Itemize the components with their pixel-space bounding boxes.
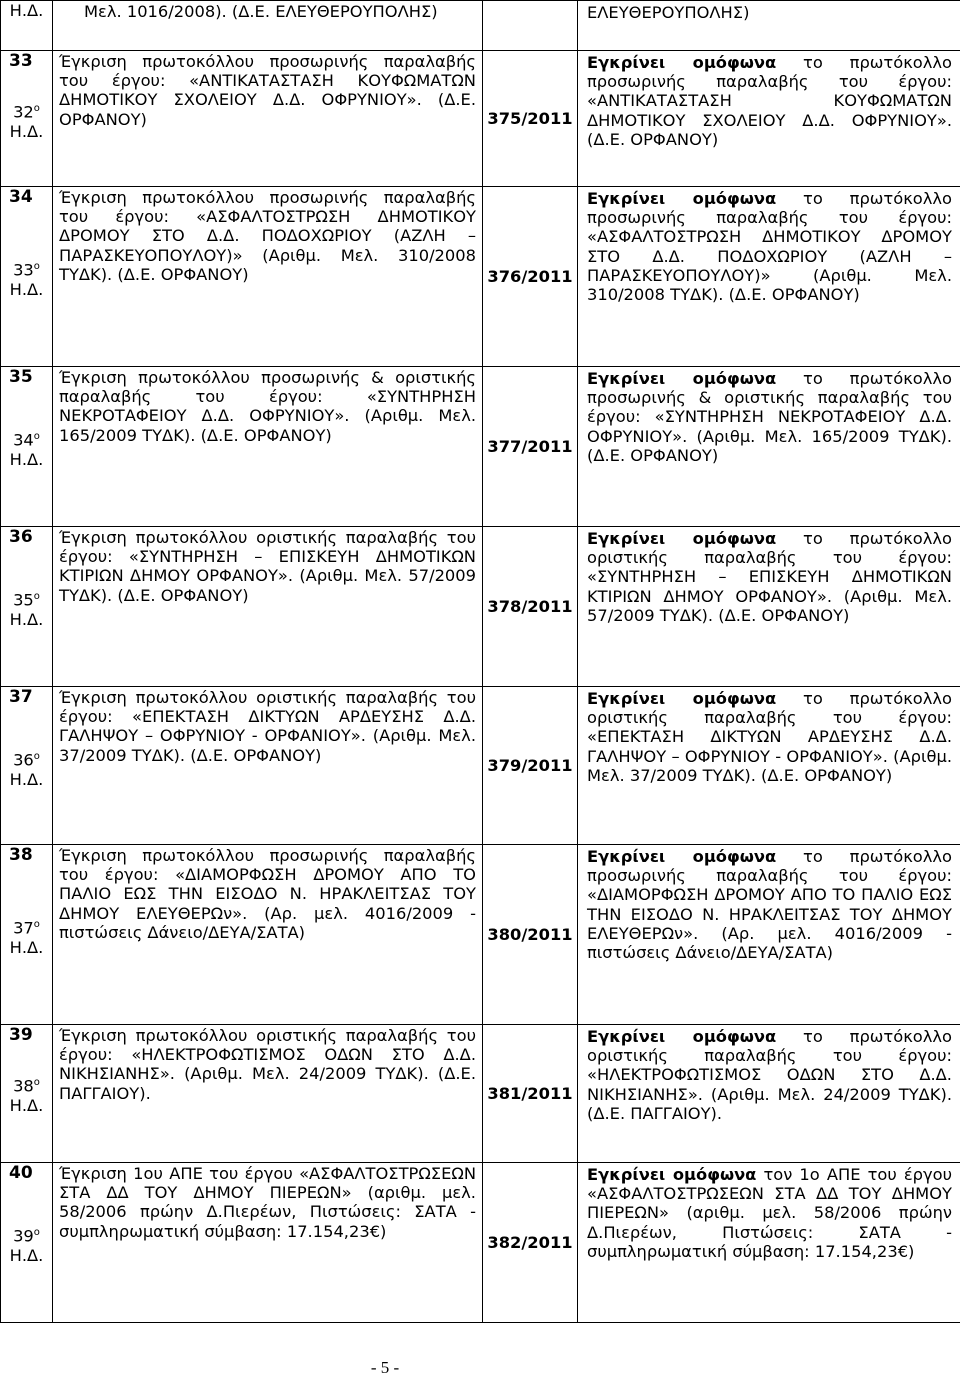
subject-cell xyxy=(53,1163,483,1323)
item-cell xyxy=(1,367,53,527)
result-verdict: Εγκρίνει ομόφωνα xyxy=(587,529,777,548)
item-number: 39 xyxy=(9,1025,33,1045)
subject-text: Έγκριση πρωτοκόλλου προσωρινής & οριστικής παραλαβής του έργου: «ΣΥΝΤΗΡΗΣΗ ΝΕΚΡΟΤΑΦΕΙΟΥ Δ.Δ. ΟΦΡΥΝΙΟΥ». (Αριθμ. Μελ. 165/2009 ΤΥΔΚ). (Δ.Ε. ΟΡΦΑΝΟΥ) xyxy=(59,368,476,445)
decision-number: 380/2011 xyxy=(483,845,578,1025)
result-text: το πρωτόκολλο προσωρινής παραλαβής του έργου: «ΑΣΦΑΛΤΟΣΤΡΩΣΗ ΔΗΜΟΤΙΚΟΥ ΔΡΟΜΟΥ ΣΤΟ Δ.Δ. ΠΟΔΟΧΩΡΙΟΥ (ΑΖΛΗ – ΠΑΡΑΣΚΕΥΟΠΟΥΛΟΥ)» (Αριθμ. Μελ. 310/2008 ΤΥΔΚ). (Δ.Ε. ΟΡΦΑΝΟΥ) xyxy=(587,189,952,305)
item-number: 36 xyxy=(9,527,33,547)
item-number: 33 xyxy=(9,51,33,71)
subject-cell xyxy=(53,845,483,1025)
result-text: τον 1ο ΑΠΕ του έργου «ΑΣΦΑΛΤΟΣΤΡΩΣΕΩΝ ΣΤΑ ΔΔ ΤΟΥ ΔΗΜΟΥ ΠΙΕΡΕΩΝ» (αριθμ. μελ. 58/2006 πρώην Δ.Πιερέων, Πιστώσεις: ΣΑΤΑ - συμπληρωματική σύμβαση: 17.154,23€) xyxy=(587,1165,952,1261)
decision-number: 377/2011 xyxy=(483,367,578,527)
result-text: το πρωτόκολλο προσωρινής & οριστικής παραλαβής του έργου: «ΣΥΝΤΗΡΗΣΗ ΝΕΚΡΟΤΑΦΕΙΟΥ Δ.Δ. ΟΦΡΥΝΙΟΥ». (Αριθμ. Μελ. 165/2009 ΤΥΔΚ). (Δ.Ε. ΟΡΦΑΝΟΥ) xyxy=(587,369,952,465)
subject-cell xyxy=(53,1025,483,1163)
session-number: $39^o$ Η.Δ. xyxy=(9,1226,44,1265)
subject-cell xyxy=(53,527,483,687)
session-number: $35^o$ Η.Δ. xyxy=(9,590,44,629)
table-row xyxy=(1,845,960,1025)
table-row xyxy=(1,51,960,187)
item-number: 40 xyxy=(9,1163,33,1183)
item-cell xyxy=(1,1163,53,1323)
decision-number: 375/2011 xyxy=(483,51,578,187)
session-cell xyxy=(1,1,53,51)
result-cell xyxy=(578,1,960,51)
subject-text: Έγκριση πρωτοκόλλου προσωρινής παραλαβής του έργου: «ΔΙΑΜΟΡΦΩΣΗ ΔΡΟΜΟΥ ΑΠΟ ΤΟ ΠΑΛΙΟ ΕΩΣ ΤΗΝ ΕΙΣΟΔΟ Ν. ΗΡΑΚΛΕΙΤΣΑΣ ΤΟΥ ΔΗΜΟΥ ΕΛΕΥΘΕΡΩν». (Αρ. μελ. 4016/2009 - πιστώσεις Δάνειο/ΔΕΥΑ/ΣΑΤΑ) xyxy=(59,846,476,942)
result-verdict: Εγκρίνει ομόφωνα xyxy=(587,689,777,708)
item-number: 34 xyxy=(9,187,33,207)
item-number: 35 xyxy=(9,367,33,387)
table-row xyxy=(1,367,960,527)
result-cell xyxy=(578,1025,960,1163)
item-cell xyxy=(1,187,53,367)
session-label: Η.Δ. xyxy=(9,1,44,20)
item-number: 38 xyxy=(9,845,33,865)
result-cell xyxy=(578,527,960,687)
session-number: $38^o$ Η.Δ. xyxy=(9,1076,44,1115)
item-cell xyxy=(1,687,53,845)
session-number: $34^o$ Η.Δ. xyxy=(9,430,44,469)
decision-number: 376/2011 xyxy=(483,187,578,367)
subject-cell xyxy=(53,687,483,845)
session-number: $32^o$ Η.Δ. xyxy=(9,102,44,141)
result-cell xyxy=(578,1163,960,1323)
table-row xyxy=(1,1025,960,1163)
result-verdict: Εγκρίνει ομόφωνα xyxy=(587,53,777,72)
result-verdict: Εγκρίνει ομόφωνα xyxy=(587,369,777,388)
result-text: το πρωτόκολλο οριστικής παραλαβής του έργου: «ΗΛΕΚΤΡΟΦΩΤΙΣΜΟΣ ΟΔΩΝ ΣΤΟ Δ.Δ. ΝΙΚΗΣΙΑΝΗΣ». (Αριθμ. Μελ. 24/2009 ΤΥΔΚ). (Δ.Ε. ΠΑΓΓΑΙΟΥ). xyxy=(587,1027,952,1123)
session-number: $37^o$ Η.Δ. xyxy=(9,918,44,957)
table-row xyxy=(1,527,960,687)
table-row-continued xyxy=(1,1,960,51)
result-cell xyxy=(578,51,960,187)
subject-text: Έγκριση πρωτοκόλλου προσωρινής παραλαβής του έργου: «ΑΣΦΑΛΤΟΣΤΡΩΣΗ ΔΗΜΟΤΙΚΟΥ ΔΡΟΜΟΥ ΣΤΟ Δ.Δ. ΠΟΔΟΧΩΡΙΟΥ (ΑΖΛΗ – ΠΑΡΑΣΚΕΥΟΠΟΥΛΟΥ)» (Αριθμ. Μελ. 310/2008 ΤΥΔΚ). (Δ.Ε. ΟΡΦΑΝΟΥ) xyxy=(59,188,476,284)
page-number: - 5 - xyxy=(370,1358,400,1377)
result-verdict: Εγκρίνει ομόφωνα xyxy=(587,189,777,208)
subject-text: Έγκριση 1ου ΑΠΕ του έργου «ΑΣΦΑΛΤΟΣΤΡΩΣΕΩΝ ΣΤΑ ΔΔ ΤΟΥ ΔΗΜΟΥ ΠΙΕΡΕΩΝ» (αριθμ. μελ. 58/2006 πρώην Δ.Πιερέων, Πιστώσεις: ΣΑΤΑ - συμπληρωματική σύμβαση: 17.154,23€) xyxy=(59,1164,476,1241)
item-cell xyxy=(1,1025,53,1163)
result-cell xyxy=(578,367,960,527)
item-number: 37 xyxy=(9,687,33,707)
result-cell xyxy=(578,187,960,367)
session-number: $33^o$ Η.Δ. xyxy=(9,260,44,299)
result-verdict: Εγκρίνει ομόφωνα xyxy=(587,847,777,866)
subject-cell xyxy=(53,1,483,51)
item-cell xyxy=(1,845,53,1025)
table-row xyxy=(1,187,960,367)
subject-text: Μελ. 1016/2008). (Δ.Ε. ΕΛΕΥΘΕΡΟΥΠΟΛΗΣ) xyxy=(84,2,438,21)
decision-number: 382/2011 xyxy=(483,1163,578,1323)
decision-number: 381/2011 xyxy=(483,1025,578,1163)
subject-text: Έγκριση πρωτοκόλλου οριστικής παραλαβής του έργου: «ΕΠΕΚΤΑΣΗ ΔΙΚΤΥΩΝ ΑΡΔΕΥΣΗΣ Δ.Δ. ΓΑΛΗΨΟΥ – ΟΦΡΥΝΙΟΥ - ΟΡΦΑΝΙΟΥ». (Αριθμ. Μελ. 37/2009 ΤΥΔΚ). (Δ.Ε. ΟΡΦΑΝΟΥ) xyxy=(59,688,476,765)
result-verdict: Εγκρίνει ομόφωνα xyxy=(587,1165,757,1184)
table-row xyxy=(1,687,960,845)
subject-text: Έγκριση πρωτοκόλλου οριστικής παραλαβής του έργου: «ΣΥΝΤΗΡΗΣΗ – ΕΠΙΣΚΕΥΗ ΔΗΜΟΤΙΚΩΝ ΚΤΙΡΙΩΝ ΔΗΜΟΥ ΟΡΦΑΝΟΥ». (Αριθμ. Μελ. 57/2009 ΤΥΔΚ). (Δ.Ε. ΟΡΦΑΝΟΥ) xyxy=(59,528,476,605)
result-text: το πρωτόκολλο προσωρινής παραλαβής του έργου: «ΔΙΑΜΟΡΦΩΣΗ ΔΡΟΜΟΥ ΑΠΟ ΤΟ ΠΑΛΙΟ ΕΩΣ ΤΗΝ ΕΙΣΟΔΟ Ν. ΗΡΑΚΛΕΙΤΣΑΣ ΤΟΥ ΔΗΜΟΥ ΕΛΕΥΘΕΡΩν». (Αρ. μελ. 4016/2009 - πιστώσεις Δάνειο/ΔΕΥΑ/ΣΑΤΑ) xyxy=(587,847,952,963)
item-cell xyxy=(1,51,53,187)
decision-cell xyxy=(483,1,578,51)
result-cell xyxy=(578,687,960,845)
result-verdict: Εγκρίνει ομόφωνα xyxy=(587,1027,777,1046)
result-cell xyxy=(578,845,960,1025)
subject-text: Έγκριση πρωτοκόλλου προσωρινής παραλαβής του έργου: «ΑΝΤΙΚΑΤΑΣΤΑΣΗ ΚΟΥΦΩΜΑΤΩΝ ΔΗΜΟΤΙΚΟΥ ΣΧΟΛΕΙΟΥ Δ.Δ. ΟΦΡΥΝΙΟΥ». (Δ.Ε. ΟΡΦΑΝΟΥ) xyxy=(59,52,476,129)
session-number: $36^o$ Η.Δ. xyxy=(9,750,44,789)
item-cell xyxy=(1,527,53,687)
subject-cell xyxy=(53,51,483,187)
table-row xyxy=(1,1163,960,1323)
subject-text: Έγκριση πρωτοκόλλου οριστικής παραλαβής του έργου: «ΗΛΕΚΤΡΟΦΩΤΙΣΜΟΣ ΟΔΩΝ ΣΤΟ Δ.Δ. ΝΙΚΗΣΙΑΝΗΣ». (Αριθμ. Μελ. 24/2009 ΤΥΔΚ). (Δ.Ε. ΠΑΓΓΑΙΟΥ). xyxy=(59,1026,476,1103)
subject-cell xyxy=(53,187,483,367)
subject-cell xyxy=(53,367,483,527)
result-text: το πρωτόκολλο οριστικής παραλαβής του έργου: «ΕΠΕΚΤΑΣΗ ΔΙΚΤΥΩΝ ΑΡΔΕΥΣΗΣ Δ.Δ. ΓΑΛΗΨΟΥ – ΟΦΡΥΝΙΟΥ - ΟΡΦΑΝΙΟΥ». (Αριθμ. Μελ. 37/2009 ΤΥΔΚ). (Δ.Ε. ΟΡΦΑΝΟΥ) xyxy=(587,689,952,785)
decision-number: 379/2011 xyxy=(483,687,578,845)
result-text: το πρωτόκολλο προσωρινής παραλαβής του έργου: «ΑΝΤΙΚΑΤΑΣΤΑΣΗ ΚΟΥΦΩΜΑΤΩΝ ΔΗΜΟΤΙΚΟΥ ΣΧΟΛΕΙΟΥ Δ.Δ. ΟΦΡΥΝΙΟΥ». (Δ.Ε. ΟΡΦΑΝΟΥ) xyxy=(587,53,952,149)
result-text: ΕΛΕΥΘΕΡΟΥΠΟΛΗΣ) xyxy=(587,3,750,22)
decision-number: 378/2011 xyxy=(483,527,578,687)
result-text: το πρωτόκολλο οριστικής παραλαβής του έργου: «ΣΥΝΤΗΡΗΣΗ – ΕΠΙΣΚΕΥΗ ΔΗΜΟΤΙΚΩΝ ΚΤΙΡΙΩΝ ΔΗΜΟΥ ΟΡΦΑΝΟΥ». (Αριθμ. Μελ. 57/2009 ΤΥΔΚ). (Δ.Ε. ΟΡΦΑΝΟΥ) xyxy=(587,529,952,625)
